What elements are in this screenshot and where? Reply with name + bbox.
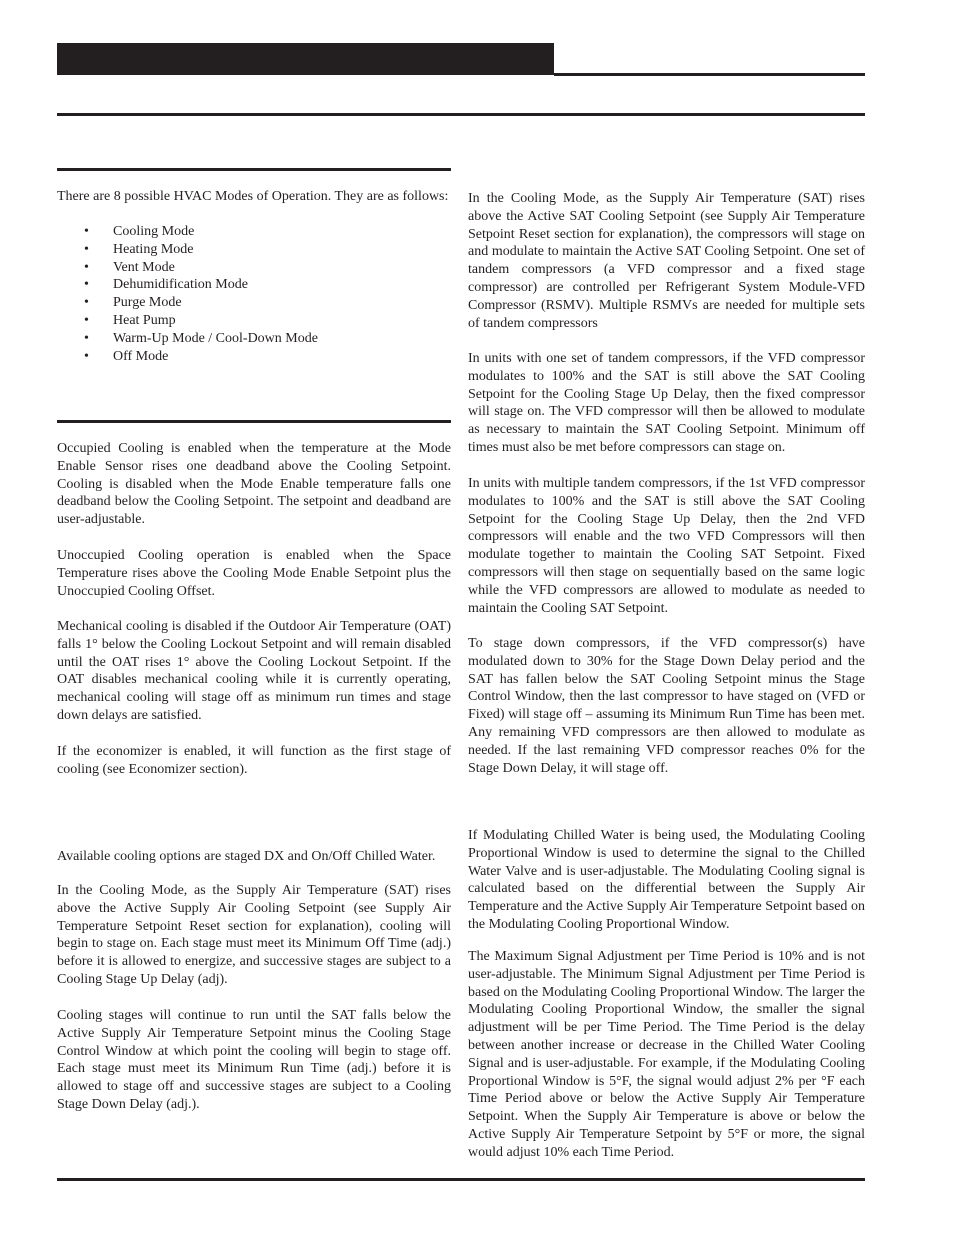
chilled-water-paragraph: If Modulating Chilled Water is being used, the Modulating Cooling Proportional Window is used to determine the signal to the Chilled Water Valve and is user-adjustable. The Modulating Cooling signal is calculated based on the differential between the Supply Air Temperature and the Active Supply Air Temperature Setpoint based on the Modulating Cooling Proportional Window. [468,828,865,932]
list-item: • Dehumidification Mode [84,277,248,293]
list-item: • Purge Mode [84,295,182,311]
bullet-icon: • [84,259,89,275]
economizer-paragraph: If the economizer is enabled, it will function as the first stage of cooling (see Economizer section). [57,744,451,777]
header-divider [57,113,865,116]
occupied-cooling-paragraph: Occupied Cooling is enabled when the temperature at the Mode Enable Sensor rises one deadband above the Cooling Setpoint. Cooling is disabled when the Mode Enable temperature falls one deadband below the Cooling Setpoint. The setpoint and deadband are user-adjustable. [57,441,451,528]
list-item: • Off Mode [84,348,169,364]
list-item: • Cooling Mode [84,224,195,239]
header-rule [554,73,865,76]
bullet-icon: • [84,277,89,293]
unoccupied-cooling-paragraph: Unoccupied Cooling operation is enabled when the Space Temperature rises above the Cooling Mode Enable Setpoint plus the Unoccupied Cooling Offset. [57,548,451,599]
modes-list [84,223,318,365]
staging-off-paragraph: Cooling stages will continue to run until the SAT falls below the Active Supply Air Temperature Setpoint minus the Cooling Stage Control Window at which point the cooling will begin to stage off. Each stage must meet its Minimum Run Time (adj.) before it is allowed to stage off and successive stages are subject to a Cooling Stage Down Delay (adj.). [57,1008,451,1112]
mechanical-cooling-paragraph: Mechanical cooling is disabled if the Outdoor Air Temperature (OAT) falls 1° below the Cooling Lockout Setpoint and will remain disabled until the OAT rises 1° above the Cooling Lockout Setpoint. If the OAT disables mechanical cooling while it is currently operating, mechanical cooling will stage off as minimum run times and stage down delays are satisfied. [57,619,451,723]
cooling-options-paragraph: Available cooling options are staged DX and On/Off Chilled Water. [57,849,436,864]
signal-adjustment-paragraph: The Maximum Signal Adjustment per Time Period is 10% and is not user-adjustable. The Minimum Signal Adjustment per Time Period is based on the Modulating Cooling Proportional Window. The larger the Modulating Cooling Proportional Window, the smaller the signal adjustment will be per Time Period. The Time Period is the delay between another increase or decrease in the Chilled Water Cooling Signal and is user-adjustable. For example, if the Modulating Cooling Proportional Window is 5°F, the signal would adjust 2% per °F each Time Period above or below the Active Supply Air Temperature Setpoint. When the Supply Air Temperature is above or below the Active Supply Air Temperature Setpoint by 5°F or more, the signal would adjust 10% each Time Period. [468,949,865,1160]
footer-rule [57,1178,865,1181]
list-item: • Warm-Up Mode / Cool-Down Mode [84,330,318,346]
list-item: • Heat Pump [84,312,176,328]
header-bar [57,43,554,75]
multiple-sets-paragraph: In units with multiple tandem compressors, if the 1st VFD compressor modulates to 100% and the SAT is still above the SAT Cooling Setpoint for the Cooling Stage Up Delay, then the 2nd VFD compressors will enable and the two VFD Compressors will then modulate together to maintain the Cooling SAT Setpoint. Fixed compressors will then stage on sequentially based on the same logic while the VFD compressors are allowed to modulate as needed to maintain the Cooling SAT Setpoint. [468,476,865,616]
list-item: • Heating Mode [84,241,194,257]
bullet-icon: • [84,224,89,239]
modes-intro: There are 8 possible HVAC Modes of Operation. They are as follows: [57,189,449,204]
bullet-icon: • [84,312,89,328]
vfd-intro-paragraph: In the Cooling Mode, as the Supply Air Temperature (SAT) rises above the Active SAT Cooling Setpoint (see Supply Air Temperature Setpoint Reset section for explanation), the compressors will stage on and modulate to maintain the Active SAT Cooling Setpoint. One set of tandem compressors (a VFD compressor and a fixed stage compressor) are controlled per Refrigerant System Module-VFD Compressor (RSMV). Multiple RSMVs are needed for multiple sets of tandem compressors [468,191,865,331]
one-set-paragraph: In units with one set of tandem compressors, if the VFD compressor modulates to 100% and the SAT is still above the SAT Cooling Setpoint for the Cooling Stage Up Delay, then the fixed compressor will stage on. The VFD compressor will then be allowed to modulate as necessary to maintain the SAT Cooling Setpoint. Minimum off times must also be met before compressors can stage on. [468,351,865,455]
staging-on-paragraph: In the Cooling Mode, as the Supply Air Temperature (SAT) rises above the Active Supply Air Cooling Setpoint (see Supply Air Temperature Setpoint Reset section for explanation), cooling will begin to stage on. Each stage must meet its Minimum Off Time (adj.) before it is allowed to energize, and successive stages are subject to a Cooling Stage Up Delay (adj). [57,883,451,987]
bullet-icon: • [84,295,89,311]
bullet-icon: • [84,241,89,257]
bullet-icon: • [84,348,89,364]
stage-down-paragraph: To stage down compressors, if the VFD compressor(s) have modulated down to 30% for the Stage Down Delay period and the SAT has fallen below the SAT Cooling Setpoint minus the Stage Control Window, then the last compressor to have staged on (VFD or Fixed) will stage off – assuming its Minimum Run Time has been met. Any remaining VFD compressors are then allowed to modulate as needed. If the last remaining VFD compressor reaches 0% for the Stage Down Delay, it will stage off. [468,636,865,776]
bullet-icon: • [84,330,89,346]
section-rule-modes [57,168,451,171]
section-rule-cooling [57,420,451,423]
list-item: • Vent Mode [84,259,175,275]
